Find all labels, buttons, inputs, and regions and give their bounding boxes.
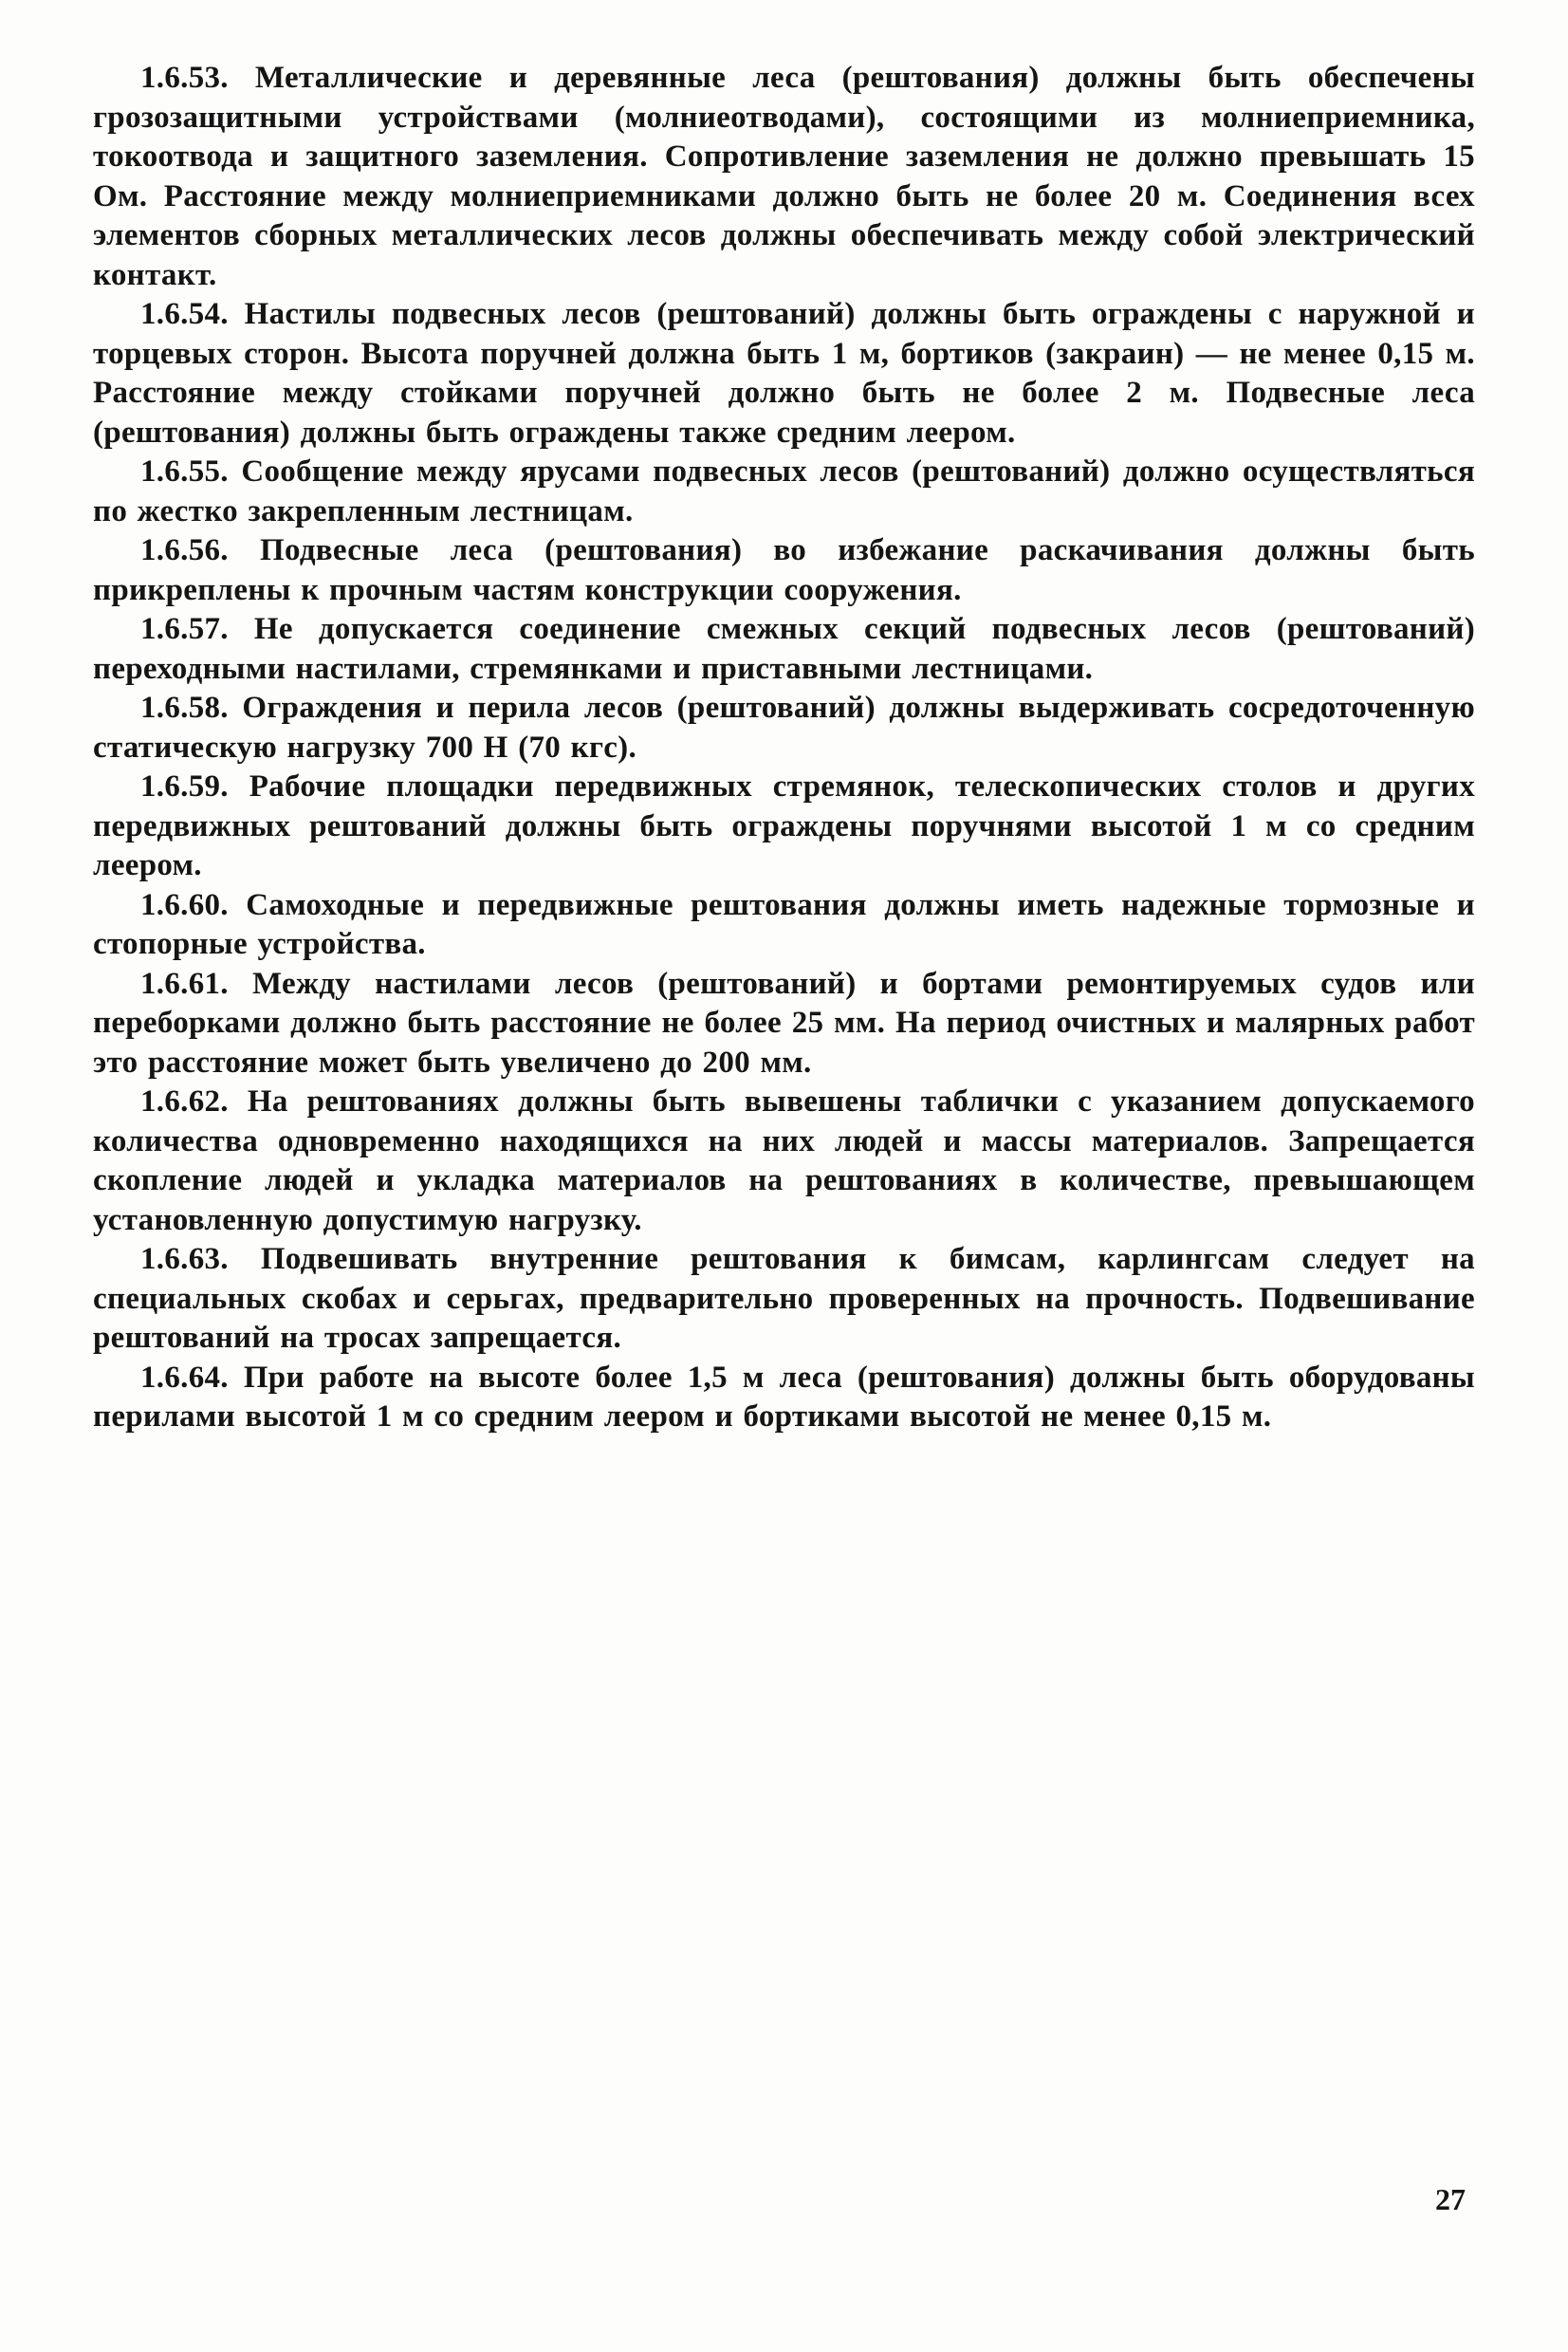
paragraph-1-6-59: 1.6.59. Рабочие площадки передвижных стремянок, телескопических столов и других передвижных рештований должны быть ограждены поручнями высотой 1 м со средним леером.	[93, 769, 1475, 882]
paragraph-1-6-63: 1.6.63. Подвешивать внутренние рештования к бимсам, карлингсам следует на специальных скобах и серьгах, предварительно проверенных на прочность. Подвешивание рештований на тросах запрещается.	[93, 1242, 1475, 1355]
paragraph-1-6-62: 1.6.62. На рештованиях должны быть вывешены таблички с указанием допускаемого количества одновременно находящихся на них людей и массы материалов. Запрещается скопление людей и укладка материалов на рештованиях в количестве, превышающем установленную допустимую нагрузку.	[93, 1084, 1475, 1237]
paragraph-1-6-61: 1.6.61. Между настилами лесов (рештований) и бортами ремонтируемых судов или переборками должно быть расстояние не более 25 мм. На период очистных и малярных работ это расстояние может быть увеличено до 200 мм.	[93, 966, 1475, 1080]
document-body	[93, 59, 1475, 1437]
page-number: 27	[1435, 2182, 1466, 2216]
paragraph-1-6-56: 1.6.56. Подвесные леса (рештования) во избежание раскачивания должны быть прикреплены к прочным частям конструкции сооружения.	[93, 533, 1475, 607]
paragraph-1-6-58: 1.6.58. Ограждения и перила лесов (рештований) должны выдерживать сосредоточенную статическую нагрузку 700 Н (70 кгс).	[93, 691, 1475, 765]
paragraph-1-6-60: 1.6.60. Самоходные и передвижные рештования должны иметь надежные тормозные и стопорные устройства.	[93, 887, 1475, 961]
paragraph-1-6-54: 1.6.54. Настилы подвесных лесов (рештований) должны быть ограждены с наружной и торцевых сторон. Высота поручней должна быть 1 м, бортиков (закраин) — не менее 0,15 м. Расстояние между стойками поручней должно быть не более 2 м. Подвесные леса (рештования) должны быть ограждены также средним леером.	[93, 297, 1475, 450]
paragraph-1-6-55: 1.6.55. Сообщение между ярусами подвесных лесов (рештований) должно осуществляться по жестко закрепленным лестницам.	[93, 454, 1475, 528]
paragraph-1-6-53: 1.6.53. Металлические и деревянные леса (рештования) должны быть обеспечены грозозащитными устройствами (молниеотводами), состоящими из молниеприемника, токоотвода и защитного заземления. Сопротивление заземления не должно превышать 15 Ом. Расстояние между молниеприемниками должно быть не более 20 м. Соединения всех элементов сборных металлических лесов должны обеспечивать между собой электрический контакт.	[93, 61, 1475, 292]
paragraph-1-6-64: 1.6.64. При работе на высоте более 1,5 м леса (рештования) должны быть оборудованы перилами высотой 1 м со средним леером и бортиками высотой не менее 0,15 м.	[93, 1360, 1475, 1434]
paragraph-1-6-57: 1.6.57. Не допускается соединение смежных секций подвесных лесов (рештований) переходными настилами, стремянками и приставными лестницами.	[93, 612, 1475, 686]
